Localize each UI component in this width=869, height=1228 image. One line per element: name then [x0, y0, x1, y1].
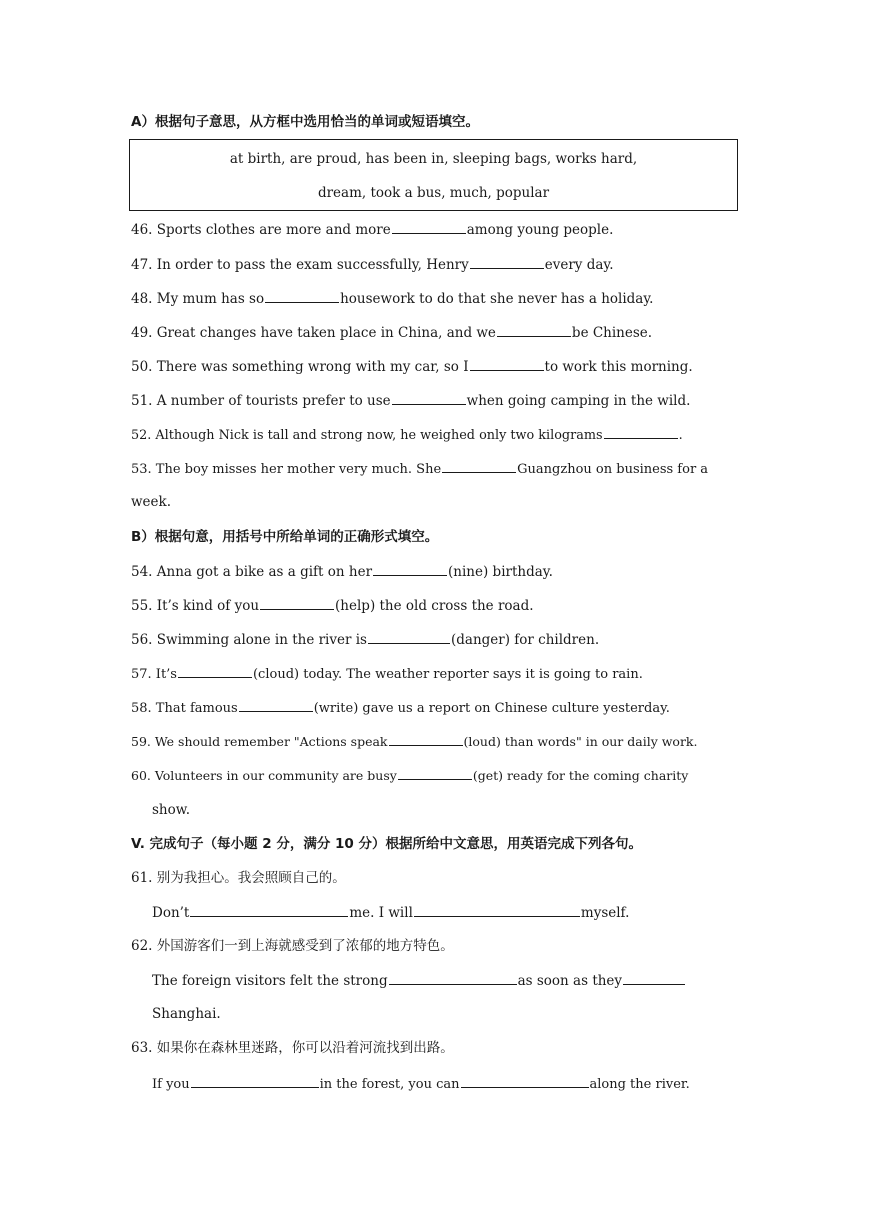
answer-blank-58[interactable]	[239, 697, 313, 712]
answer-blank-56[interactable]	[368, 629, 450, 644]
section-v-heading: V. 完成句子（每小题 2 分，满分 10 分）根据所给中文意思，用英语完成下列各句。	[131, 836, 643, 852]
section-a-heading: A）根据句子意思，从方框中选用恰当的单词或短语填空。	[131, 114, 479, 130]
question-63-chinese: 63. 如果你在森林里迷路，你可以沿着河流找到出路。	[131, 1040, 454, 1056]
question-59: 59. We should remember "Actions speak (loud) than words" in our daily work.	[131, 731, 697, 752]
word-box-line-2: dream, took a bus, much, popular	[317, 185, 550, 201]
answer-blank-59[interactable]	[389, 731, 463, 746]
answer-blank-53[interactable]	[442, 458, 516, 473]
question-62-english: The foreign visitors felt the strong as soon as they	[152, 970, 686, 991]
answer-blank-62a[interactable]	[389, 970, 517, 985]
answer-blank-54[interactable]	[373, 561, 447, 576]
question-56: 56. Swimming alone in the river is (danger) for children.	[131, 629, 599, 650]
question-50: 50. There was something wrong with my car, so I to work this morning.	[131, 356, 693, 377]
answer-blank-63a[interactable]	[191, 1073, 319, 1088]
question-57: 57. It’s (cloud) today. The weather reporter says it is going to rain.	[131, 663, 643, 685]
word-box	[129, 139, 738, 211]
answer-blank-46[interactable]	[392, 219, 466, 234]
question-54: 54. Anna got a bike as a gift on her (nine) birthday.	[131, 561, 553, 582]
answer-blank-51[interactable]	[392, 390, 466, 405]
question-60: 60. Volunteers in our community are busy (get) ready for the coming charity	[131, 765, 688, 786]
question-52: 52. Although Nick is tall and strong now, he weighed only two kilograms .	[131, 424, 683, 446]
question-47: 47. In order to pass the exam successfully, Henry every day.	[131, 254, 614, 275]
question-61-chinese: 61. 别为我担心。我会照顾自己的。	[131, 870, 346, 886]
question-55: 55. It’s kind of you (help) the old cross the road.	[131, 595, 534, 616]
answer-blank-62b[interactable]	[623, 970, 685, 985]
question-62-chinese: 62. 外国游客们一到上海就感受到了浓郁的地方特色。	[131, 938, 454, 954]
question-53: 53. The boy misses her mother very much. She Guangzhou on business for a	[131, 458, 708, 480]
answer-blank-47[interactable]	[470, 254, 544, 269]
question-53-continuation: week.	[131, 494, 172, 510]
answer-blank-57[interactable]	[178, 663, 252, 678]
section-b-heading: B）根据句意，用括号中所给单词的正确形式填空。	[131, 529, 439, 545]
question-60-continuation: show.	[152, 802, 190, 818]
question-48: 48. My mum has so housework to do that she never has a holiday.	[131, 288, 653, 309]
answer-blank-50[interactable]	[470, 356, 544, 371]
word-box-line-1: at birth, are proud, has been in, sleeping bags, works hard,	[229, 151, 638, 167]
answer-blank-63b[interactable]	[461, 1073, 589, 1088]
answer-blank-60[interactable]	[398, 765, 472, 780]
answer-blank-61a[interactable]	[190, 902, 348, 917]
question-61-english: Don’t me. I will myself.	[152, 902, 629, 923]
question-46: 46. Sports clothes are more and more among young people.	[131, 219, 613, 240]
answer-blank-61b[interactable]	[414, 902, 580, 917]
question-51: 51. A number of tourists prefer to use when going camping in the wild.	[131, 390, 690, 411]
question-58: 58. That famous (write) gave us a report on Chinese culture yesterday.	[131, 697, 670, 719]
question-49: 49. Great changes have taken place in China, and we be Chinese.	[131, 322, 652, 343]
answer-blank-52[interactable]	[604, 424, 678, 439]
answer-blank-49[interactable]	[497, 322, 571, 337]
answer-blank-55[interactable]	[260, 595, 334, 610]
question-63-english: If you in the forest, you can along the river.	[152, 1073, 690, 1095]
answer-blank-48[interactable]	[265, 288, 339, 303]
question-62-continuation: Shanghai.	[152, 1006, 221, 1022]
